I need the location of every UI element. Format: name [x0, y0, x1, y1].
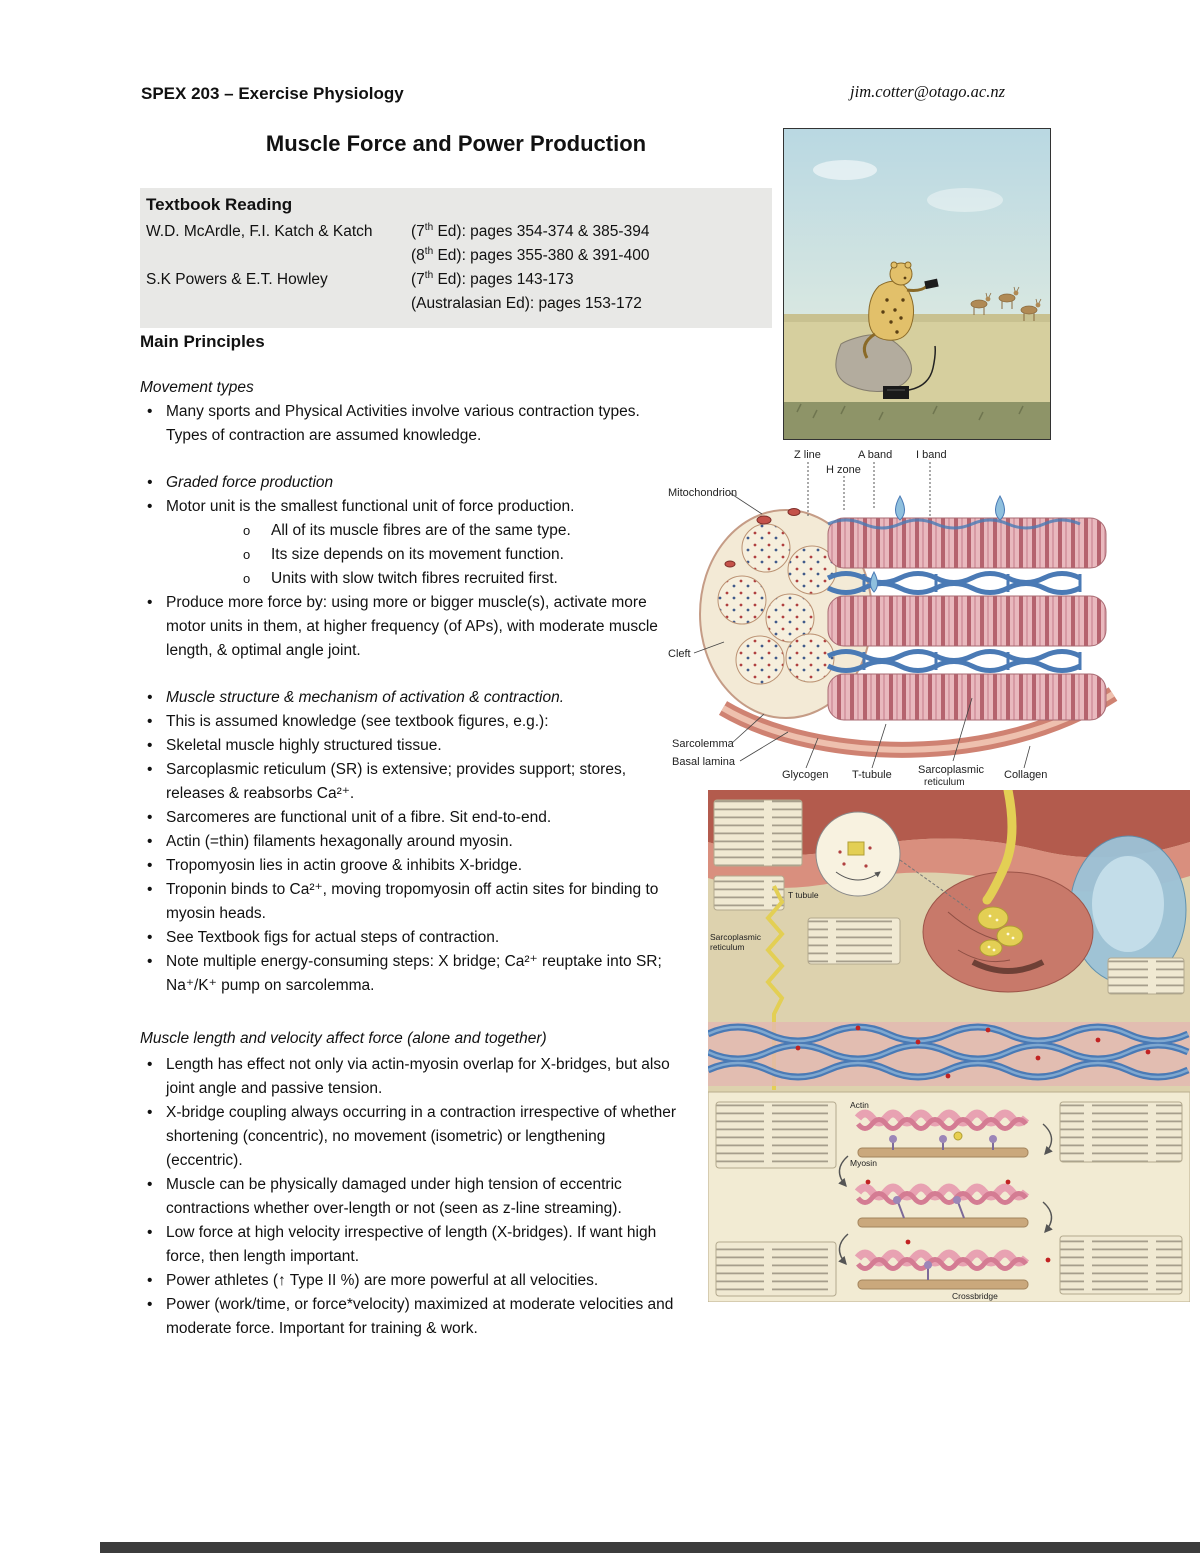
email-link[interactable]: jim.cotter@otago.ac.nz	[850, 82, 1005, 101]
textbook-author	[146, 244, 411, 268]
sub-bullet-item: o Its size depends on its movement function.	[140, 543, 680, 567]
main-principles-section	[140, 330, 680, 1341]
bullet-item: • Power (work/time, or force*velocity) maximized at moderate velocities and moderate force. Important for training & work.	[140, 1293, 680, 1341]
textbook-edition	[411, 292, 762, 316]
edition-prefix: (7	[411, 223, 425, 240]
textbook-reading-box	[140, 188, 772, 328]
fig2-label-actin: Actin	[850, 1100, 869, 1110]
bullet-item: • X-bridge coupling always occurring in a contraction irrespective of whether shortening (concentric), no movement (isometric) or lengthening (eccentric).	[140, 1101, 680, 1173]
fig1-label-collagen: Collagen	[1004, 769, 1048, 781]
fig1-label-reticulum: reticulum	[924, 777, 965, 788]
textbook-edition	[411, 268, 762, 292]
bullet-item-italic: • Muscle structure & mechanism of activation & contraction.	[140, 686, 680, 710]
fig1-label-sarcoplasmic: Sarcoplasmic	[918, 764, 985, 776]
crossbridge-panels	[708, 1092, 1190, 1302]
bullet-item: • Sarcomeres are functional unit of a fibre. Sit end-to-end.	[140, 806, 680, 830]
edition-superscript: th	[424, 245, 434, 257]
bullet-item: • Sarcoplasmic reticulum (SR) is extensive; provides support; stores, releases & reabsorbs Ca²⁺.	[140, 758, 680, 806]
bullet-item: • Length has effect not only via actin-myosin overlap for X-bridges, but also joint angle and passive tension.	[140, 1053, 680, 1101]
cheetah-cartoon-image	[783, 128, 1051, 440]
edition-rest: Ed): pages 354-374 & 385-394	[433, 223, 650, 240]
fig2-label-crossbridge: Crossbridge	[952, 1291, 998, 1301]
textbook-reading-heading: Textbook Reading	[146, 195, 293, 214]
bullet-item: • Actin (=thin) filaments hexagonally around myosin.	[140, 830, 680, 854]
edition-superscript: th	[424, 221, 434, 233]
fig1-label-basal-lamina: Basal lamina	[672, 756, 735, 768]
muscle-ultrastructure-figure	[668, 446, 1134, 788]
textbook-row	[146, 244, 762, 268]
fig2-label-myosin: Myosin	[850, 1158, 877, 1168]
bullet-item: • Troponin binds to Ca²⁺, moving tropomyosin off actin sites for binding to myosin heads.	[140, 878, 680, 926]
textbook-author: S.K Powers & E.T. Howley	[146, 271, 328, 288]
fig1-label-glycogen: Glycogen	[782, 769, 829, 781]
bullet-item: • Many sports and Physical Activities involve various contraction types. Types of contraction are assumed knowledge.	[140, 400, 680, 448]
bullet-item: • Note multiple energy-consuming steps: X bridge; Ca²⁺ reuptake into SR; Na⁺/K⁺ pump on sarcolemma.	[140, 950, 680, 998]
sub-bullet-item: o Units with slow twitch fibres recruited first.	[140, 567, 680, 591]
bullet-item: • Skeletal muscle highly structured tissue.	[140, 734, 680, 758]
sub-bullet-item: o All of its muscle fibres are of the same type.	[140, 519, 680, 543]
excitation-svg	[708, 790, 1190, 1302]
page-bottom-divider	[100, 1542, 1200, 1553]
textbook-row	[146, 292, 762, 316]
edition-superscript: th	[424, 269, 434, 281]
textbook-edition	[411, 220, 762, 244]
bullet-item-italic: • Graded force production	[140, 471, 680, 495]
course-title: SPEX 203 – Exercise Physiology	[141, 84, 404, 103]
bullet-item: • Low force at high velocity irrespective of length (X-bridges). If want high force, then length important.	[140, 1221, 680, 1269]
fig1-label-sarcolemma: Sarcolemma	[672, 738, 734, 750]
fig2-label-reticulum: reticulum	[710, 942, 745, 952]
sr-network-mid	[708, 1022, 1190, 1086]
bullet-item: • See Textbook figs for actual steps of contraction.	[140, 926, 680, 950]
subsection-heading-movement-types: Movement types	[140, 379, 254, 396]
bullet-item: • Power athletes (↑ Type II %) are more powerful at all velocities.	[140, 1269, 680, 1293]
edition-prefix: (8	[411, 247, 425, 264]
fig1-label-t-tubule: T-tubule	[852, 769, 892, 781]
page-title: Muscle Force and Power Production	[265, 131, 647, 156]
main-principles-heading: Main Principles	[140, 332, 265, 351]
excitation-contraction-figure	[708, 790, 1190, 1302]
bullet-item: • Motor unit is the smallest functional unit of force production.	[140, 495, 680, 519]
textbook-row	[146, 268, 762, 292]
edition-prefix: (Australasian Ed): pages 153-172	[411, 295, 642, 312]
ultrastructure-svg	[668, 446, 1134, 788]
bullet-item: • Produce more force by: using more or bigger muscle(s), activate more motor units in them, at higher frequency (of APs), with moderate muscle length, & optimal angle joint.	[140, 591, 680, 663]
textbook-row	[146, 220, 762, 244]
cartoon-background	[783, 128, 1051, 440]
bullet-item: • Tropomyosin lies in actin groove & inhibits X-bridge.	[140, 854, 680, 878]
edition-prefix: (7	[411, 271, 425, 288]
bullet-item: • Muscle can be physically damaged under high tension of eccentric contractions whether over-length or not (seen as z-line streaming).	[140, 1173, 680, 1221]
fig2-label-t-tubule: T tubule	[788, 890, 819, 900]
fig1-label-mitochondrion: Mitochondrion	[668, 487, 738, 499]
subsection-heading-length-velocity: Muscle length and velocity affect force (alone and together)	[140, 1030, 547, 1047]
fig1-label-z-line: Z line	[794, 449, 821, 461]
myofibrils	[828, 518, 1106, 720]
textbook-edition	[411, 244, 762, 268]
cartoon-svg	[783, 128, 1051, 440]
textbook-author	[146, 292, 411, 316]
bullet-item: • This is assumed knowledge (see textbook figures, e.g.):	[140, 710, 680, 734]
edition-rest: Ed): pages 355-380 & 391-400	[433, 247, 650, 264]
fig1-label-h-zone: H zone	[826, 464, 861, 476]
edition-rest: Ed): pages 143-173	[433, 271, 574, 288]
fig1-label-cleft: Cleft	[668, 648, 691, 660]
fig1-label-a-band: A band	[858, 449, 893, 461]
fig1-label-i-band: I band	[916, 449, 947, 461]
fig2-label-sarcoplasmic: Sarcoplasmic	[710, 932, 762, 942]
textbook-author: W.D. McArdle, F.I. Katch & Katch	[146, 223, 373, 240]
